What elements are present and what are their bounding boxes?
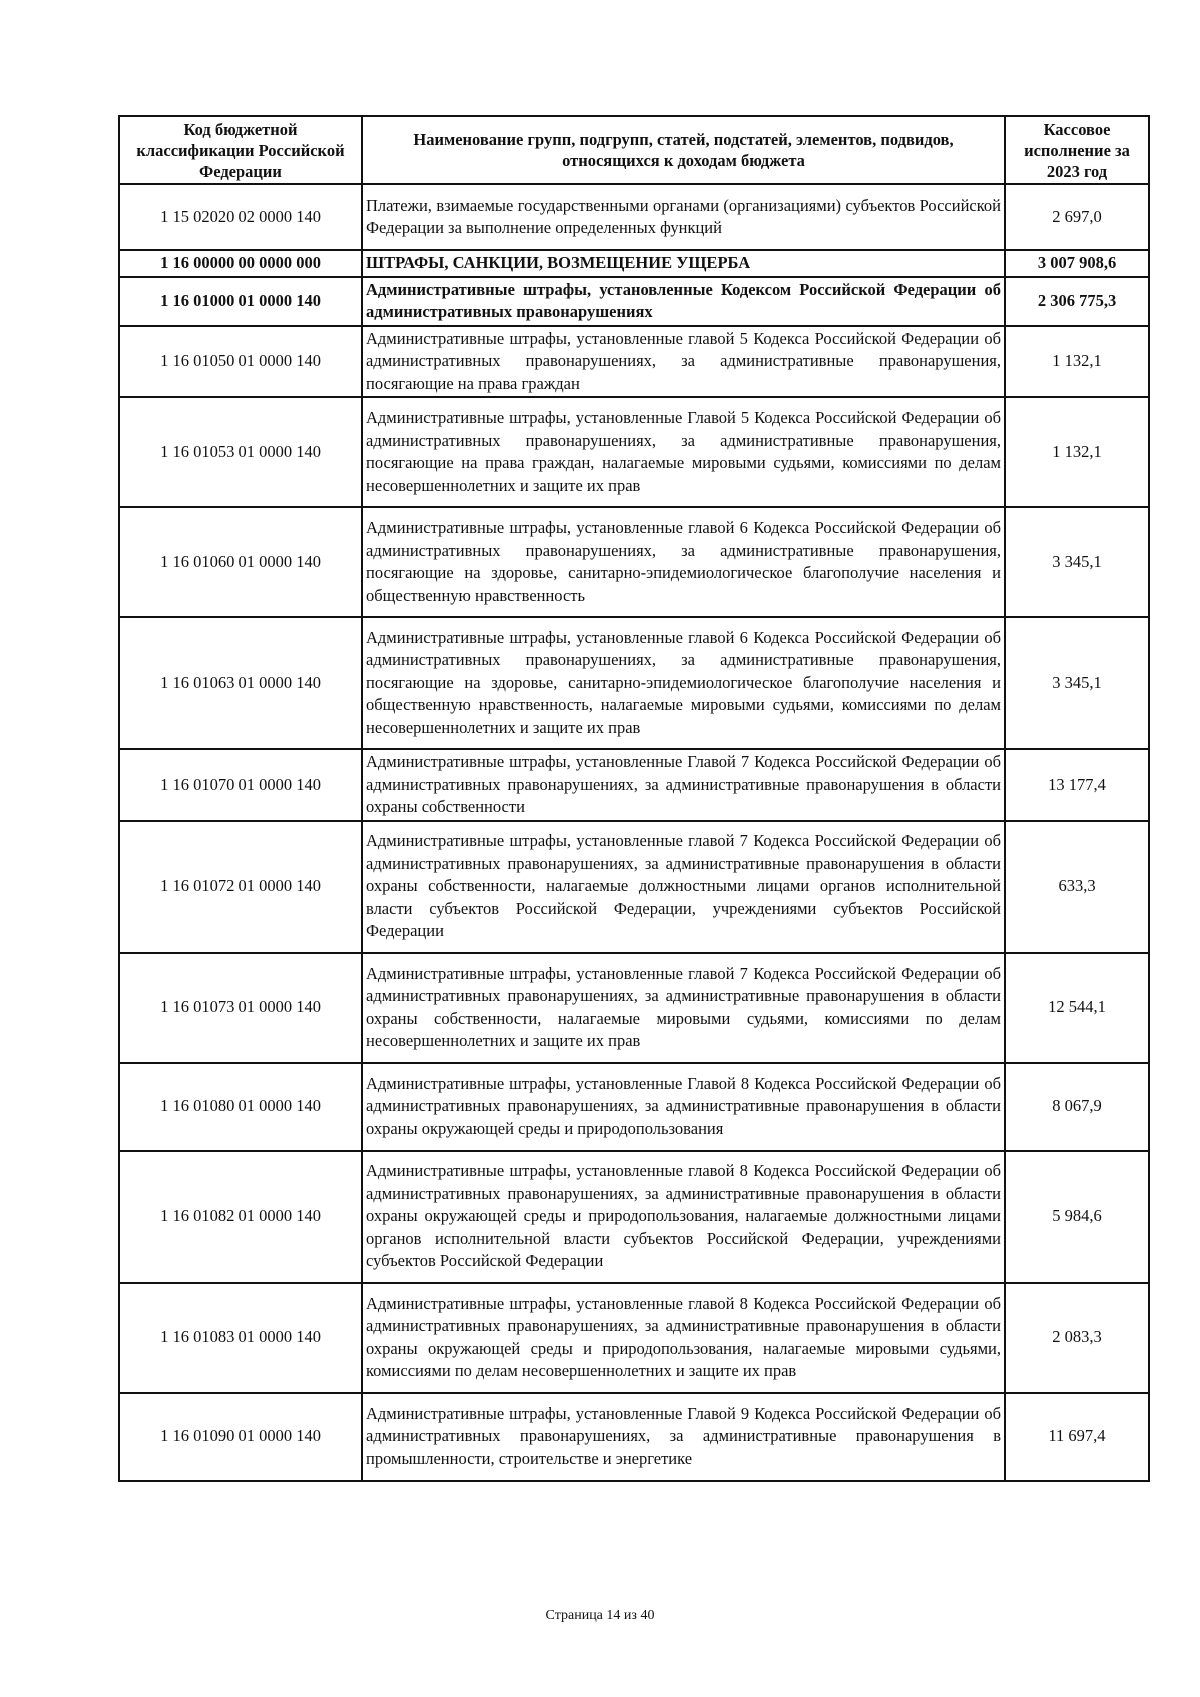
row-amount: 12 544,1 (1005, 953, 1149, 1063)
row-amount: 11 697,4 (1005, 1393, 1149, 1481)
page-number: 14 (606, 1608, 621, 1623)
row-code: 1 16 01083 01 0000 140 (119, 1283, 362, 1393)
row-name: Административные штрафы, установленные Главой 9 Кодекса Российской Федерации об административных правонарушениях, за административные правонарушения в промышленности, строительстве и энергетике (362, 1393, 1005, 1481)
row-code: 1 16 01060 01 0000 140 (119, 507, 362, 617)
header-name: Наименование групп, подгрупп, статей, подстатей, элементов, подвидов, относящихся к доходам бюджета (362, 116, 1005, 184)
row-amount: 2 697,0 (1005, 184, 1149, 250)
row-code: 1 16 01082 01 0000 140 (119, 1151, 362, 1283)
row-name: Административные штрафы, установленные главой 6 Кодекса Российской Федерации об административных правонарушениях, за административные правонарушения, посягающие на здоровье, санитарно-эпидемиологическое благополучие населения и общественную нравственность, налагаемые мировыми судьями, комиссиями по делам несовершеннолетних и защите их прав (362, 617, 1005, 749)
row-code: 1 15 02020 02 0000 140 (119, 184, 362, 250)
row-code: 1 16 01073 01 0000 140 (119, 953, 362, 1063)
of-label: из (623, 1608, 637, 1623)
table-row (119, 749, 1149, 821)
row-code: 1 16 01072 01 0000 140 (119, 821, 362, 953)
row-amount: 8 067,9 (1005, 1063, 1149, 1151)
table-row (119, 1151, 1149, 1283)
row-name: Административные штрафы, установленные главой 8 Кодекса Российской Федерации об административных правонарушениях, за административные правонарушения в области охраны окружающей среды и природопользования, налагаемые должностными лицами органов исполнительной власти субъектов Российской Федерации, учреждениями субъектов Российской Федерации (362, 1151, 1005, 1283)
row-amount: 1 132,1 (1005, 326, 1149, 398)
row-amount: 13 177,4 (1005, 749, 1149, 821)
row-amount: 5 984,6 (1005, 1151, 1149, 1283)
row-code: 1 16 01070 01 0000 140 (119, 749, 362, 821)
row-code: 1 16 01063 01 0000 140 (119, 617, 362, 749)
row-amount: 2 306 775,3 (1005, 277, 1149, 326)
table-row (119, 277, 1149, 326)
header-code: Код бюджетной классификации Российской Федерации (119, 116, 362, 184)
row-amount: 2 083,3 (1005, 1283, 1149, 1393)
row-name: Административные штрафы, установленные главой 6 Кодекса Российской Федерации об административных правонарушениях, за административные правонарушения, посягающие на здоровье, санитарно-эпидемиологическое благополучие населения и общественную нравственность (362, 507, 1005, 617)
row-name: Административные штрафы, установленные главой 7 Кодекса Российской Федерации об административных правонарушениях, за административные правонарушения в области охраны собственности, налагаемые мировыми судьями, комиссиями по делам несовершеннолетних и защите их прав (362, 953, 1005, 1063)
table-header-row (119, 116, 1149, 184)
table-row (119, 1283, 1149, 1393)
row-name: ШТРАФЫ, САНКЦИИ, ВОЗМЕЩЕНИЕ УЩЕРБА (362, 250, 1005, 277)
page-footer (0, 1608, 1200, 1624)
row-name: Административные штрафы, установленные главой 8 Кодекса Российской Федерации об административных правонарушениях, за административные правонарушения в области охраны окружающей среды и природопользования, налагаемые мировыми судьями, комиссиями по делам несовершеннолетних и защите их прав (362, 1283, 1005, 1393)
row-name: Административные штрафы, установленные главой 7 Кодекса Российской Федерации об административных правонарушениях, за административные правонарушения в области охраны собственности, налагаемые должностными лицами органов исполнительной власти субъектов Российской Федерации, учреждениями субъектов Российской Федерации (362, 821, 1005, 953)
row-amount: 1 132,1 (1005, 397, 1149, 507)
row-name: Административные штрафы, установленные Главой 5 Кодекса Российской Федерации об административных правонарушениях, за административные правонарушения, посягающие на права граждан, налагаемые мировыми судьями, комиссиями по делам несовершеннолетних и защите их прав (362, 397, 1005, 507)
row-name: Административные штрафы, установленные главой 5 Кодекса Российской Федерации об административных правонарушениях, за административные правонарушения, посягающие на права граждан (362, 326, 1005, 398)
table-row (119, 507, 1149, 617)
row-name: Административные штрафы, установленные Главой 8 Кодекса Российской Федерации об административных правонарушениях, за административные правонарушения в области охраны окружающей среды и природопользования (362, 1063, 1005, 1151)
budget-revenue-table (118, 115, 1150, 1482)
table-row (119, 1393, 1149, 1481)
row-code: 1 16 01000 01 0000 140 (119, 277, 362, 326)
header-amount: Кассовое исполнение за 2023 год (1005, 116, 1149, 184)
table-row (119, 953, 1149, 1063)
page-label: Страница (545, 1608, 603, 1623)
row-code: 1 16 01050 01 0000 140 (119, 326, 362, 398)
table-body (119, 184, 1149, 1481)
row-amount: 633,3 (1005, 821, 1149, 953)
row-amount: 3 345,1 (1005, 617, 1149, 749)
table-row (119, 250, 1149, 277)
table-row (119, 617, 1149, 749)
row-code: 1 16 01053 01 0000 140 (119, 397, 362, 507)
table-row (119, 821, 1149, 953)
row-amount: 3 345,1 (1005, 507, 1149, 617)
table-row (119, 326, 1149, 398)
row-code: 1 16 01090 01 0000 140 (119, 1393, 362, 1481)
total-pages: 40 (640, 1608, 655, 1623)
row-name: Административные штрафы, установленные Кодексом Российской Федерации об административных правонарушениях (362, 277, 1005, 326)
row-amount: 3 007 908,6 (1005, 250, 1149, 277)
table-row (119, 184, 1149, 250)
row-code: 1 16 01080 01 0000 140 (119, 1063, 362, 1151)
row-code: 1 16 00000 00 0000 000 (119, 250, 362, 277)
row-name: Административные штрафы, установленные Главой 7 Кодекса Российской Федерации об административных правонарушениях, за административные правонарушения в области охраны собственности (362, 749, 1005, 821)
table-row (119, 1063, 1149, 1151)
row-name: Платежи, взимаемые государственными органами (организациями) субъектов Российской Федерации за выполнение определенных функций (362, 184, 1005, 250)
table-row (119, 397, 1149, 507)
